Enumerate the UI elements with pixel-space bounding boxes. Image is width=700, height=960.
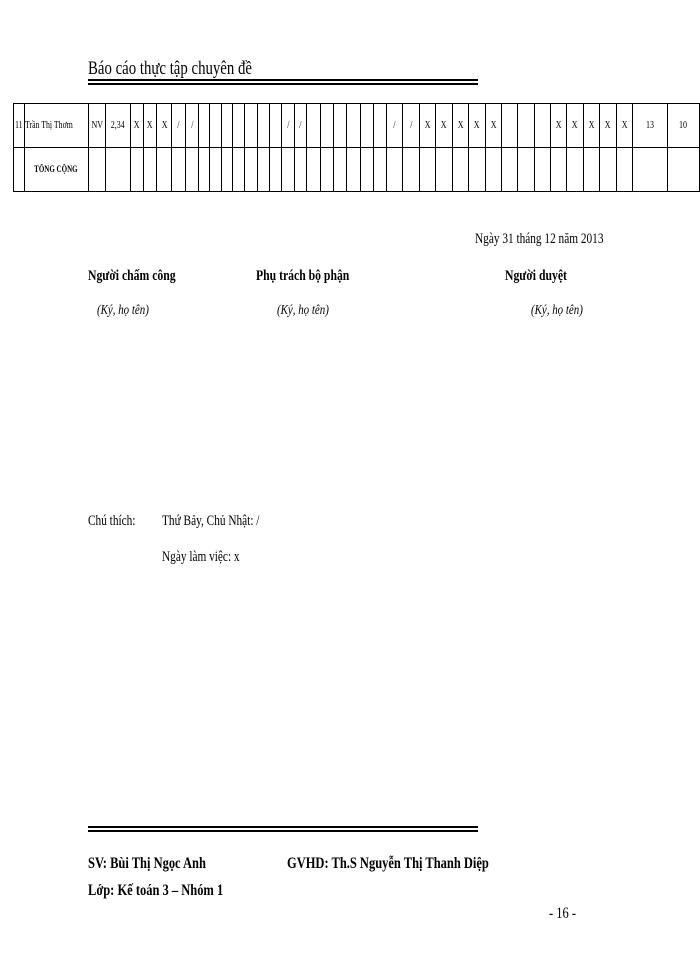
day-cell bbox=[347, 104, 360, 148]
total-row-cell bbox=[320, 148, 333, 192]
advisor-name: GVHD: Th.S Nguyễn Thị Thanh Diệp bbox=[287, 855, 489, 872]
total-cell: 10 bbox=[667, 104, 699, 148]
table-row bbox=[14, 148, 700, 192]
header-rule bbox=[88, 79, 478, 85]
total-row-cell bbox=[221, 148, 232, 192]
total-row-cell bbox=[485, 148, 502, 192]
day-cell bbox=[334, 104, 347, 148]
total-row-cell bbox=[633, 148, 668, 192]
day-cell: / bbox=[403, 104, 419, 148]
total-row-cell bbox=[373, 148, 386, 192]
total-row-cell bbox=[282, 148, 294, 192]
signer-approver-note: (Ký, họ tên) bbox=[531, 303, 583, 318]
total-row-cell bbox=[502, 148, 518, 192]
day-cell: / bbox=[186, 104, 198, 148]
total-row-cell bbox=[294, 148, 306, 192]
total-row-cell bbox=[245, 148, 257, 192]
day-cell bbox=[502, 104, 518, 148]
signer-timekeeper-note: (Ký, họ tên) bbox=[97, 303, 149, 318]
day-cell bbox=[518, 104, 534, 148]
total-row-cell bbox=[403, 148, 419, 192]
day-cell: X bbox=[436, 104, 453, 148]
day-cell: / bbox=[294, 104, 306, 148]
footer-rule bbox=[88, 826, 478, 832]
total-row-cell bbox=[436, 148, 453, 192]
day-cell: X bbox=[452, 104, 469, 148]
day-cell: X bbox=[583, 104, 600, 148]
page-header-title: Báo cáo thực tập chuyên đề bbox=[88, 58, 252, 79]
day-cell: / bbox=[282, 104, 294, 148]
total-row-cell bbox=[452, 148, 469, 192]
day-cell bbox=[373, 104, 386, 148]
total-label-cell: TỔNG CỘNG bbox=[24, 148, 88, 192]
class-info: Lớp: Kế toán 3 – Nhóm 1 bbox=[88, 882, 224, 899]
day-cell bbox=[221, 104, 232, 148]
position-cell: NV bbox=[88, 104, 106, 148]
day-cell: X bbox=[600, 104, 617, 148]
total-row-cell bbox=[550, 148, 567, 192]
total-row-cell bbox=[518, 148, 534, 192]
day-cell bbox=[534, 104, 550, 148]
signer-department-head-note: (Ký, họ tên) bbox=[277, 303, 329, 318]
total-row-cell bbox=[106, 148, 131, 192]
stt-cell: 11 bbox=[14, 104, 25, 148]
total-row-cell bbox=[347, 148, 360, 192]
student-name: SV: Bùi Thị Ngọc Anh bbox=[88, 855, 206, 872]
total-row-cell bbox=[143, 148, 157, 192]
total-row-cell bbox=[534, 148, 550, 192]
report-date: Ngày 31 tháng 12 năm 2013 bbox=[475, 231, 604, 247]
total-row-cell bbox=[186, 148, 198, 192]
signer-timekeeper-title: Người chấm công bbox=[88, 268, 176, 284]
signer-approver-title: Người duyệt bbox=[505, 268, 567, 284]
total-row-cell bbox=[387, 148, 403, 192]
total-row-cell bbox=[198, 148, 209, 192]
total-row-cell bbox=[88, 148, 106, 192]
day-cell: X bbox=[157, 104, 172, 148]
total-row-cell bbox=[583, 148, 600, 192]
total-row-cell bbox=[360, 148, 373, 192]
day-cell: X bbox=[567, 104, 584, 148]
legend-item-workday: Ngày làm việc: x bbox=[162, 549, 240, 565]
table-row bbox=[14, 104, 700, 148]
attendance-table bbox=[13, 103, 700, 192]
legend-item-weekend: Thứ Bảy, Chủ Nhật: / bbox=[162, 513, 260, 529]
total-row-cell bbox=[616, 148, 633, 192]
day-cell: X bbox=[419, 104, 436, 148]
day-cell bbox=[233, 104, 245, 148]
total-row-cell bbox=[567, 148, 584, 192]
total-stt-cell bbox=[14, 148, 25, 192]
total-row-cell bbox=[667, 148, 699, 192]
total-row-cell bbox=[131, 148, 144, 192]
day-cell bbox=[320, 104, 333, 148]
coefficient-cell: 2,34 bbox=[106, 104, 131, 148]
total-row-cell bbox=[600, 148, 617, 192]
day-cell bbox=[307, 104, 320, 148]
name-cell: Trần Thị Thơm bbox=[24, 104, 88, 148]
total-row-cell bbox=[307, 148, 320, 192]
total-row-cell bbox=[157, 148, 172, 192]
day-cell: X bbox=[469, 104, 486, 148]
day-cell: X bbox=[131, 104, 144, 148]
day-cell: / bbox=[387, 104, 403, 148]
total-row-cell bbox=[210, 148, 221, 192]
total-row-cell bbox=[172, 148, 186, 192]
day-cell bbox=[270, 104, 282, 148]
day-cell bbox=[257, 104, 269, 148]
day-cell: X bbox=[485, 104, 502, 148]
total-row-cell bbox=[257, 148, 269, 192]
day-cell: X bbox=[143, 104, 157, 148]
total-cell: 13 bbox=[633, 104, 668, 148]
day-cell: / bbox=[172, 104, 186, 148]
total-row-cell bbox=[419, 148, 436, 192]
total-row-cell bbox=[334, 148, 347, 192]
total-row-cell bbox=[270, 148, 282, 192]
signer-department-head-title: Phụ trách bộ phận bbox=[256, 268, 350, 284]
day-cell bbox=[198, 104, 209, 148]
day-cell: X bbox=[616, 104, 633, 148]
day-cell bbox=[245, 104, 257, 148]
page-number: - 16 - bbox=[549, 905, 577, 922]
total-row-cell bbox=[233, 148, 245, 192]
total-row-cell bbox=[469, 148, 486, 192]
day-cell bbox=[360, 104, 373, 148]
day-cell: X bbox=[550, 104, 567, 148]
legend-label: Chú thích: bbox=[88, 513, 136, 529]
day-cell bbox=[210, 104, 221, 148]
